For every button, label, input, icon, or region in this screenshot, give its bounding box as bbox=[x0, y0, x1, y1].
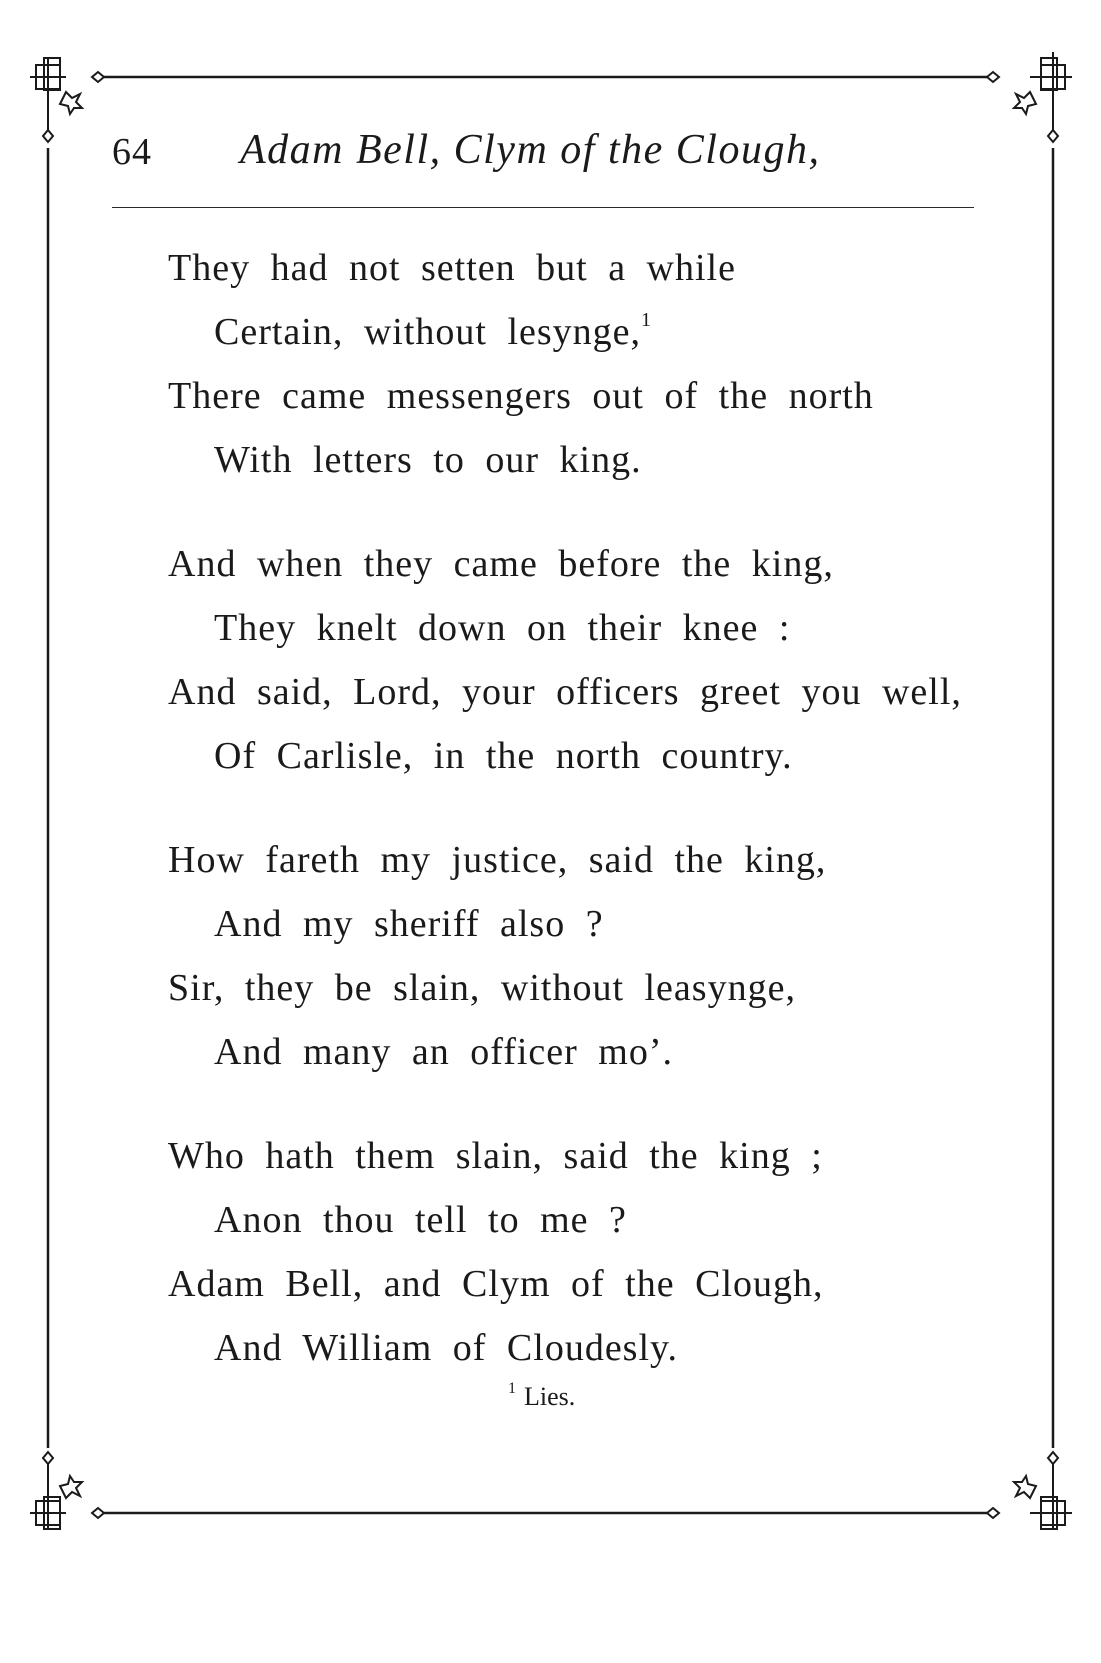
stanza bbox=[168, 536, 988, 792]
verse-line: Adam Bell, and Clym of the Clough, bbox=[168, 1263, 824, 1305]
verse-line: There came messengers out of the north bbox=[168, 375, 874, 417]
verse-line: With letters to our king. bbox=[214, 439, 642, 481]
poem-body bbox=[168, 240, 988, 1424]
verse-line: And when they came before the king, bbox=[168, 543, 834, 585]
corner-ornament-top-left bbox=[30, 58, 104, 142]
verse-line: They had not setten but a while bbox=[168, 247, 736, 289]
header-rule bbox=[112, 207, 974, 208]
verse-line: Sir, they be slain, without leasynge, bbox=[168, 967, 796, 1009]
verse-line: How fareth my justice, said the king, bbox=[168, 839, 827, 881]
corner-ornament-bottom-right bbox=[987, 1452, 1072, 1530]
verse-line: And my sheriff also ? bbox=[214, 903, 604, 945]
corner-ornament-bottom-left bbox=[30, 1452, 104, 1530]
footnote bbox=[508, 1380, 575, 1412]
verse-line: And many an officer mo’. bbox=[214, 1031, 674, 1073]
running-title: Adam Bell, Clym of the Clough, bbox=[240, 127, 821, 173]
footnote-reference: 1 bbox=[641, 309, 653, 331]
verse-line: Who hath them slain, said the king ; bbox=[168, 1135, 823, 1177]
footnote-mark: 1 bbox=[508, 1380, 516, 1397]
verse-line: And said, Lord, your officers greet you well, bbox=[168, 671, 962, 713]
footnote-text: Lies. bbox=[524, 1382, 576, 1411]
corner-ornament-top-right bbox=[987, 52, 1072, 142]
verse-line: Of Carlisle, in the north country. bbox=[214, 735, 793, 777]
verse-line: And William of Cloudesly. bbox=[214, 1327, 679, 1369]
verse-line-text: Certain, without lesynge, bbox=[214, 311, 642, 353]
page-number: 64 bbox=[112, 131, 152, 173]
stanza bbox=[168, 832, 988, 1088]
verse-line bbox=[168, 304, 988, 368]
stanza bbox=[168, 1128, 988, 1384]
page-header bbox=[112, 122, 972, 182]
verse-line: Anon thou tell to me ? bbox=[214, 1199, 627, 1241]
stanza bbox=[168, 240, 988, 496]
verse-line: They knelt down on their knee : bbox=[214, 607, 791, 649]
